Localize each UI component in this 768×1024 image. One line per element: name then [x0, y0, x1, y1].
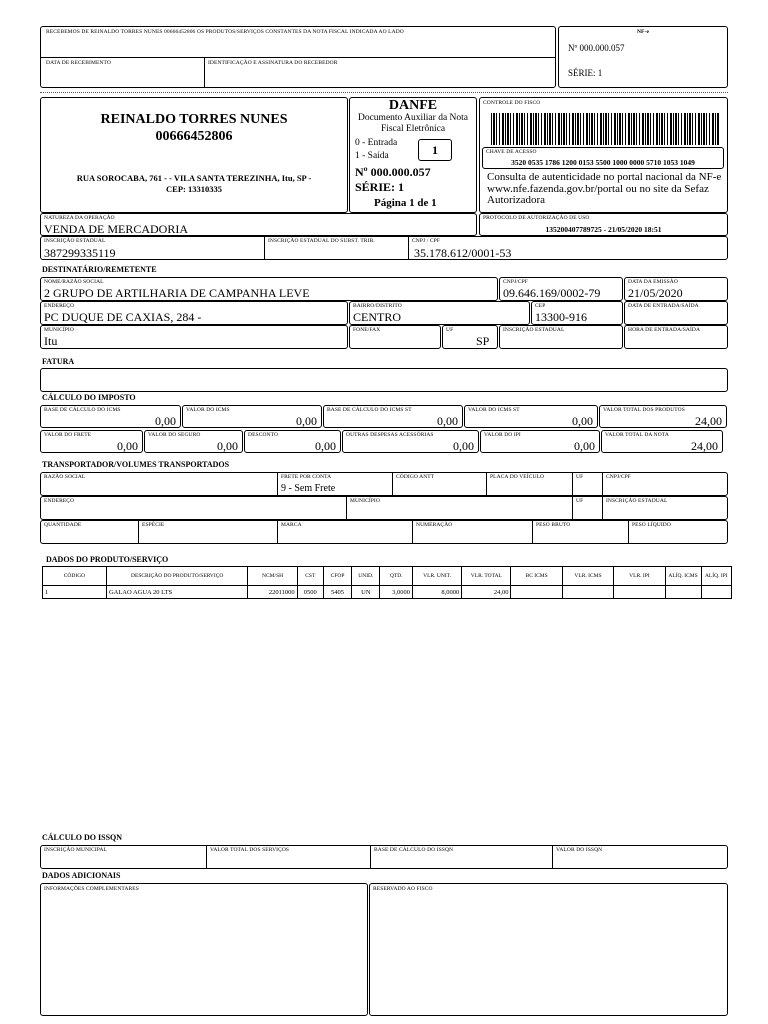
- product-cell: [665, 586, 701, 599]
- dest-nome: 2 GRUPO DE ARTILHARIA DE CAMPANHA LEVE: [44, 286, 310, 300]
- issqn-base-label: BASE DE CÁLCULO DO ISSQN: [374, 847, 454, 853]
- product-header-cell: ALÍQ. IPI: [701, 567, 731, 586]
- issqn-total-label: VALOR TOTAL DOS SERVIÇOS: [210, 847, 290, 853]
- cnpj-value: 35.178.612/0001-53: [414, 246, 512, 260]
- row1-label: BASE DE CÁLCULO DO ICMS: [44, 407, 121, 413]
- row1-label: VALOR DO ICMS ST: [468, 407, 520, 413]
- ie-st-label: INSCRIÇÃO ESTADUAL DO SUBST. TRIB.: [268, 238, 375, 244]
- product-header-cell: CST: [297, 567, 323, 586]
- dest-nome-label: NOME/RAZÃO SOCIAL: [44, 279, 104, 285]
- canhoto-serie: SÉRIE: 1: [568, 68, 603, 78]
- danfe-entrada: 0 - Entrada: [355, 138, 398, 148]
- dest-uf: SP: [476, 334, 490, 348]
- row2-label: VALOR DO FRETE: [44, 432, 92, 438]
- row1-label: VALOR DO ICMS: [186, 407, 230, 413]
- emitente-cep: CEP: 13310335: [166, 184, 222, 194]
- product-header-cell: VLR. IPI: [614, 567, 665, 586]
- product-header-cell: NCM/SH: [248, 567, 297, 586]
- imposto-section: CÁLCULO DO IMPOSTO: [42, 393, 136, 402]
- danfe-numero: Nº 000.000.057: [355, 165, 431, 179]
- danfe-subtitle1: Documento Auxiliar da Nota: [357, 113, 468, 123]
- dest-data-saida-label: DATA DE ENTRADA/SAÍDA: [628, 303, 699, 309]
- issqn-valor-label: VALOR DO ISSQN: [556, 847, 603, 853]
- issqn-section: CÁLCULO DO ISSQN: [42, 833, 123, 842]
- canhoto-divider: [40, 57, 556, 58]
- product-cell: [562, 586, 613, 599]
- product-row: [43, 586, 732, 599]
- product-cell: [511, 586, 562, 599]
- row2-label: OUTRAS DESPESAS ACESSÓRIAS: [346, 432, 434, 438]
- row1-label: VALOR TOTAL DOS PRODUTOS: [603, 407, 685, 413]
- row2-value: 0,00: [117, 439, 138, 453]
- danfe-title: DANFE: [388, 98, 438, 113]
- dest-emissao: 21/05/2020: [628, 286, 683, 300]
- natureza-label: NATUREZA DA OPERAÇÃO: [44, 215, 115, 221]
- canhoto-data-recebimento-label: DATA DE RECEBIMENTO: [46, 60, 111, 66]
- transportador-section: TRANSPORTADOR/VOLUMES TRANSPORTADOS: [42, 460, 230, 469]
- transp-quantidade-label: QUANTIDADE: [44, 522, 82, 528]
- fisco-consulta: Consulta de autenticidade no portal nacional da NF-e www.nfe.fazenda.gov.br/portal ou no site da Sefaz Autorizadora: [487, 171, 722, 207]
- dest-emissao-label: DATA DA EMISSÃO: [628, 279, 678, 285]
- emitente-nome: REINALDO TORRES NUNES: [100, 112, 288, 127]
- protocolo-label: PROTOCOLO DE AUTORIZAÇÃO DE USO: [483, 215, 590, 221]
- dest-cnpj-label: CNPJ/CPF: [503, 279, 528, 285]
- dest-endereco-label: ENDEREÇO: [44, 303, 75, 309]
- canhoto-numero: Nº 000.000.057: [568, 43, 625, 53]
- transp-ie-label: INSCRIÇÃO ESTADUAL: [606, 498, 668, 504]
- produtos-section: DADOS DO PRODUTO/SERVIÇO: [46, 555, 169, 564]
- danfe-subtitle2: Fiscal Eletrônica: [380, 124, 446, 134]
- danfe-tipo: 1: [432, 143, 438, 157]
- transp-placa-label: PLACA DO VEÍCULO: [490, 474, 545, 480]
- cut-line: [40, 92, 728, 93]
- product-cell: 1: [43, 586, 107, 599]
- transp-r1-div4: [572, 472, 573, 496]
- row2-value: 0,00: [453, 439, 474, 453]
- fatura-box: [40, 368, 728, 392]
- dest-cep-label: CEP: [535, 303, 546, 309]
- row2-label: DESCONTO: [248, 432, 279, 438]
- row2-label: VALOR DO SEGURO: [148, 432, 201, 438]
- product-header-cell: VLR. ICMS: [562, 567, 613, 586]
- transp-frete: 9 - Sem Frete: [281, 483, 336, 494]
- ie-div2: [408, 236, 409, 260]
- dest-cep: 13300-916: [535, 310, 587, 324]
- row2-value: 24,00: [691, 439, 718, 453]
- danfe-pagina: Página 1 de 1: [374, 197, 437, 209]
- row2-value: 0,00: [217, 439, 238, 453]
- product-header-cell: CÓDIGO: [43, 567, 107, 586]
- ie-div1: [264, 236, 265, 260]
- transp-r2-div3: [602, 496, 603, 520]
- transp-r3-div3: [412, 520, 413, 544]
- transp-r2-div1: [346, 496, 347, 520]
- transp-especie-label: ESPÉCIE: [142, 522, 165, 528]
- product-cell: UN: [352, 586, 380, 599]
- fisco-controle-label: CONTROLE DO FISCO: [483, 100, 541, 106]
- dest-hora-label: HORA DE ENTRADA/SAÍDA: [628, 327, 701, 333]
- transp-marca-label: MARCA: [281, 522, 302, 528]
- dest-endereco: PC DUQUE DE CAXIAS, 284 -: [44, 310, 202, 324]
- transp-r1-div5: [602, 472, 603, 496]
- transp-r1-div2: [392, 472, 393, 496]
- transp-r3-div4: [532, 520, 533, 544]
- dest-fone-label: FONE/FAX: [353, 327, 381, 333]
- info-complementares-box: [40, 883, 368, 1016]
- ie-value: 387299335119: [44, 246, 116, 260]
- row2-label: VALOR TOTAL DA NOTA: [605, 432, 669, 438]
- product-header-cell: VLR. UNIT.: [412, 567, 461, 586]
- transp-r3-div2: [277, 520, 278, 544]
- row2-value: 0,00: [574, 439, 595, 453]
- barcode-image: [491, 113, 719, 145]
- dest-municipio: Itu: [44, 334, 58, 348]
- dest-municipio-box: [40, 325, 348, 349]
- row2-label: VALOR DO IPI: [484, 432, 521, 438]
- dest-bairro: CENTRO: [353, 310, 401, 324]
- transp-r2-div2: [572, 496, 573, 520]
- chave-label: CHAVE DE ACESSO: [486, 149, 537, 155]
- transp-razao-label: RAZÃO SOCIAL: [44, 474, 86, 480]
- emitente-cpf: 00666452806: [155, 129, 233, 144]
- ie-box: [40, 236, 728, 260]
- issqn-div1: [206, 845, 207, 869]
- transp-r3-div1: [138, 520, 139, 544]
- row1-value: 24,00: [695, 414, 722, 428]
- transp-r1-div3: [486, 472, 487, 496]
- product-cell: 22011000: [248, 586, 297, 599]
- row1-value: 0,00: [437, 414, 458, 428]
- row1-value: 0,00: [296, 414, 317, 428]
- danfe-serie: SÉRIE: 1: [355, 180, 405, 194]
- issqn-div3: [552, 845, 553, 869]
- produtos-table: [42, 566, 732, 599]
- row1-value: 0,00: [572, 414, 593, 428]
- dest-cnpj: 09.646.169/0002-79: [503, 286, 601, 300]
- reservado-fisco-label: RESERVADO AO FISCO: [373, 886, 433, 892]
- row1-label: BASE DE CÁLCULO DO ICMS ST: [327, 407, 412, 413]
- ie-label: INSCRIÇÃO ESTADUAL: [44, 238, 106, 244]
- transp-frete-label: FRETE POR CONTA: [281, 474, 332, 480]
- product-header-cell: DESCRIÇÃO DO PRODUTO/SERVIÇO: [106, 567, 248, 586]
- product-cell: 24,00: [462, 586, 511, 599]
- product-cell: 5405: [323, 586, 351, 599]
- product-header-cell: CFOP: [323, 567, 351, 586]
- natureza-value: VENDA DE MERCADORIA: [44, 222, 188, 236]
- reservado-fisco-box: [369, 883, 728, 1016]
- canhoto-vdivider: [204, 57, 205, 88]
- transp-cnpj-label: CNPJ/CPF: [606, 474, 631, 480]
- product-header-cell: QTD.: [380, 567, 412, 586]
- dest-uf-label: UF: [446, 327, 454, 333]
- transp-peso-liquido-label: PESO LÍQUIDO: [632, 522, 671, 528]
- product-cell: [701, 586, 731, 599]
- dest-ie-label: INSCRIÇÃO ESTADUAL: [503, 327, 565, 333]
- transp-uf2-label: UF: [576, 498, 584, 504]
- product-header-cell: ALÍQ. ICMS: [665, 567, 701, 586]
- issqn-div2: [370, 845, 371, 869]
- product-cell: [614, 586, 665, 599]
- destinatario-section: DESTINATÁRIO/REMETENTE: [42, 265, 157, 274]
- product-header-cell: VLR. TOTAL: [462, 567, 511, 586]
- transp-numeracao-label: NUMERAÇÃO: [416, 522, 453, 528]
- product-cell: 0500: [297, 586, 323, 599]
- dest-municipio-label: MUNICÍPIO: [44, 327, 74, 333]
- product-cell: GALAO AGUA 20 LTS: [106, 586, 248, 599]
- canhoto-identificacao-label: IDENTIFICAÇÃO E ASSINATURA DO RECEBEDOR: [208, 60, 338, 66]
- transp-r3-div5: [628, 520, 629, 544]
- product-cell: 8,0000: [412, 586, 461, 599]
- protocolo-value: 135200407789725 - 21/05/2020 18:51: [545, 225, 662, 234]
- product-header-cell: BC ICMS: [511, 567, 562, 586]
- product-cell: 3,0000: [380, 586, 412, 599]
- transp-peso-bruto-label: PESO BRUTO: [536, 522, 571, 528]
- canhoto-nfe-label: NF-e: [636, 29, 649, 35]
- canhoto-recebemos: RECEBEMOS DE REINALDO TORRES NUNES 00666452806 OS PRODUTOS/SERVIÇOS CONSTANTES DA NOTA FISCAL INDICADA AO LADO: [46, 29, 404, 35]
- transp-uf-label: UF: [576, 474, 584, 480]
- adicionais-section: DADOS ADICIONAIS: [42, 871, 121, 880]
- row1-value: 0,00: [155, 414, 176, 428]
- transp-endereco-label: ENDEREÇO: [44, 498, 75, 504]
- emitente-endereco: RUA SOROCABA, 761 - - VILA SANTA TEREZINHA, Itu, SP -: [76, 173, 312, 183]
- transp-r1-div1: [277, 472, 278, 496]
- chave-acesso: 3520 0535 1786 1200 0153 5500 1000 0000 5710 1053 1049: [511, 158, 695, 167]
- issqn-im-label: INSCRIÇÃO MUNICIPAL: [44, 847, 107, 853]
- transp-municipio-label: MUNICÍPIO: [350, 498, 380, 504]
- row2-value: 0,00: [315, 439, 336, 453]
- danfe-saida: 1 - Saída: [355, 151, 389, 161]
- info-complementares-label: INFORMAÇÕES COMPLEMENTARES: [44, 886, 139, 892]
- transp-antt-label: CÓDIGO ANTT: [396, 474, 435, 480]
- cnpj-label: CNPJ / CPF: [412, 238, 440, 244]
- product-header-cell: UNID.: [352, 567, 380, 586]
- fatura-section: FATURA: [42, 357, 75, 366]
- dest-bairro-label: BAIRRO/DISTRITO: [353, 303, 402, 309]
